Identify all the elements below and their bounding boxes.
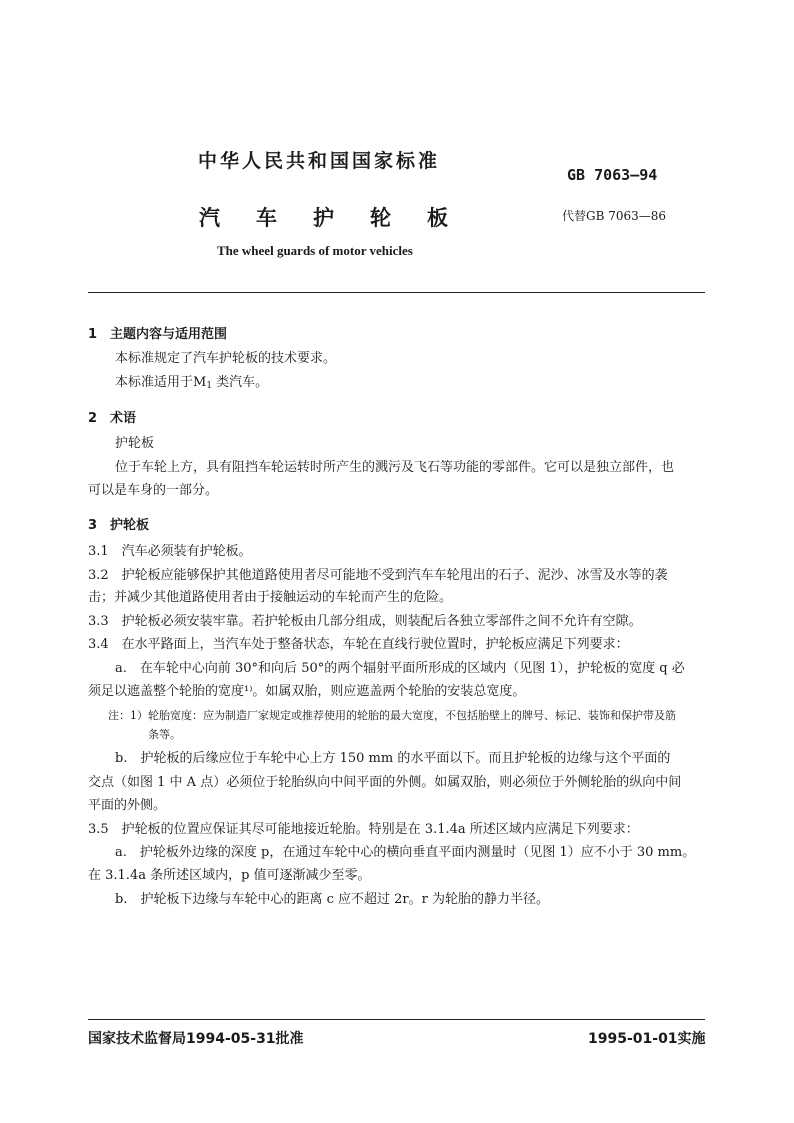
approval-date: 国家技术监督局1994-05-31批准 [88,1031,304,1047]
section-1-heading: 1 主题内容与适用范围 [88,327,228,342]
clause-3-4b-line-1: b. 护轮板的后缘应位于车轮中心上方 150 mm 的水平面以下。而且护轮板的边缘与这个平面的 [115,751,671,766]
clause-3-1: 3.1 汽车必须装有护轮板。 [88,544,252,559]
header-rule [88,292,705,293]
footnote-line-2: 条等。 [148,728,181,741]
title-char: 汽 [199,206,220,230]
clause-3-5a-line-2: 在 3.1.4a 条所述区域内，p 值可逐渐减少至零。 [88,868,371,883]
standard-title: 中华人民共和国国家标准 [198,150,441,172]
title-char: 轮 [370,206,391,230]
english-title: The wheel guards of motor vehicles [217,243,413,258]
clause-3-4a-line-1: a. 在车轮中心向前 30°和向后 50°的两个辐射平面所形成的区域内（见图 1），护轮板的宽度 q 必 [115,661,685,676]
title-char: 车 [256,206,277,230]
section-1-para-1: 本标准规定了汽车护轮板的技术要求。 [115,351,337,366]
term-definition-line-1: 位于车轮上方，具有阻挡车轮运转时所产生的溅污及飞石等功能的零部件。它可以是独立部件，也 [115,460,675,475]
replaces-note: 代替GB 7063—86 [562,209,667,223]
clause-3-4b-line-3: 平面的外侧。 [88,798,167,813]
clause-3-2-line-2: 击；并减少其他道路使用者由于接触运动的车轮而产生的危险。 [88,590,453,605]
document-title [199,202,448,232]
section-2-heading: 2 术语 [88,411,137,426]
clause-3-3: 3.3 护轮板必须安装牢靠。若护轮板由几部分组成，则装配后各独立零部件之间不允许有空隙。 [88,614,642,629]
clause-3-5b: b. 护轮板下边缘与车轮中心的距离 c 应不超过 2r。r 为轮胎的静力半径。 [115,892,549,907]
section-1-para-2: 本标准适用于$M_1$ 类汽车。 [115,375,269,391]
title-char: 护 [313,206,334,230]
clause-3-2-line-1: 3.2 护轮板应能够保护其他道路使用者尽可能地不受到汽车车轮甩出的石子、泥沙、冰雪及水等的袭 [88,568,668,583]
term-definition-line-2: 可以是车身的一部分。 [88,483,219,498]
term-name: 护轮板 [115,436,155,451]
title-char: 板 [427,206,448,230]
clause-3-4: 3.4 在水平路面上，当汽车处于整备状态，车轮在直线行驶位置时，护轮板应满足下列要求： [88,637,629,652]
footer-rule [88,1019,705,1020]
clause-3-5a-line-1: a. 护轮板外边缘的深度 p，在通过车轮中心的横向垂直平面内测量时（见图 1）应不小于 30 mm。 [115,845,696,860]
clause-3-4a-line-2: 须足以遮盖整个轮胎的宽度¹⁾。如属双胎，则应遮盖两个轮胎的安装总宽度。 [88,684,526,699]
clause-3-5: 3.5 护轮板的位置应保证其尽可能地接近轮胎。特别是在 3.1.4a 所述区域内应满足下列要求： [88,822,639,837]
effective-date: 1995-01-01实施 [588,1031,706,1047]
footnote-line-1: 注：1）轮胎宽度：应为制造厂家规定或推荐使用的轮胎的最大宽度，不包括胎壁上的牌号、标记、装饰和保护带及筋 [108,709,676,722]
standard-code: GB 7063—94 [567,166,658,184]
clause-3-4b-line-2: 交点（如图 1 中 A 点）必须位于轮胎纵向中间平面的外侧。如属双胎，则必须位于外侧轮胎的纵向中间 [88,775,682,790]
section-3-heading: 3 护轮板 [88,518,150,533]
